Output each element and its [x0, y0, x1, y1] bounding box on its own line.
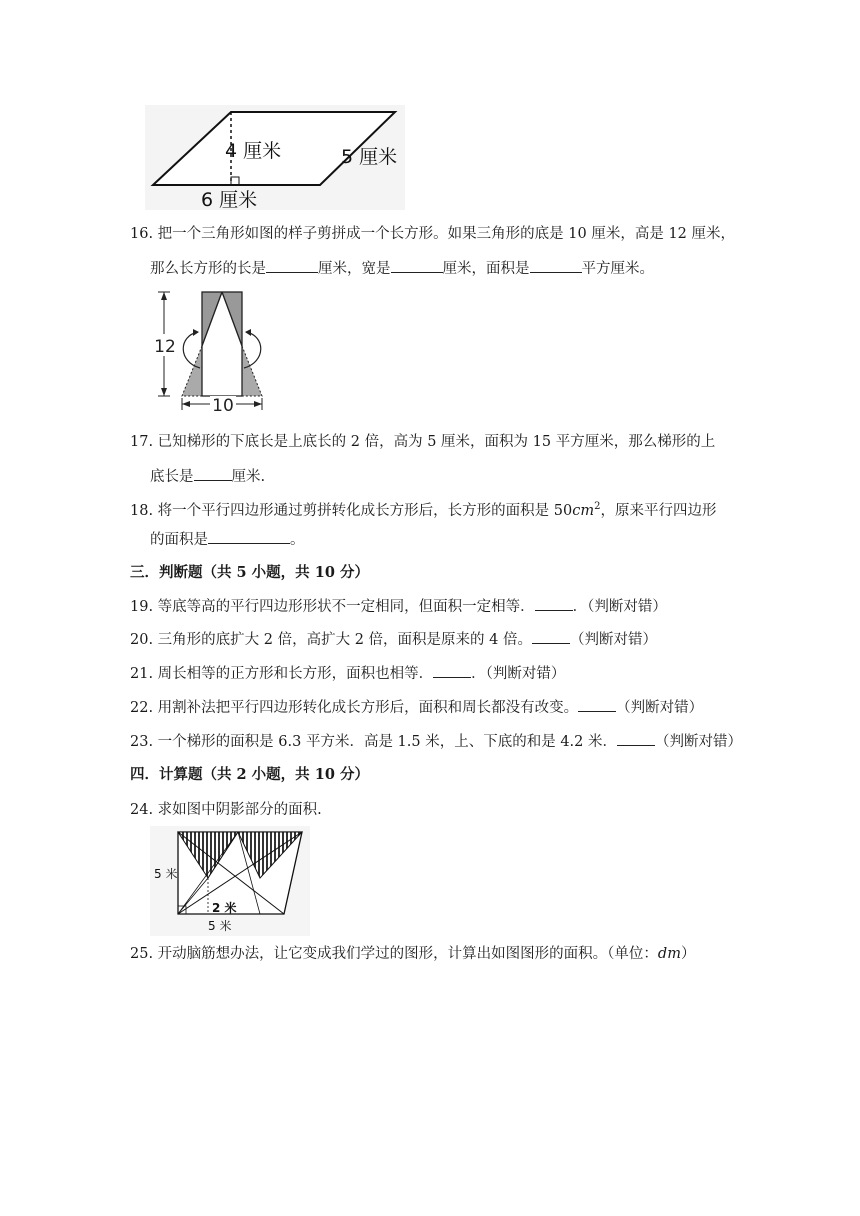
- question-19: 19. 等底等高的平行四边形形状不一定相同，但面积一定相等． ．（判断对错）: [130, 596, 667, 617]
- question-24: 24. 求如图中阴影部分的面积.: [130, 802, 322, 818]
- base-label: 6 厘米: [201, 189, 258, 210]
- question-16-line-1: 16. 把一个三角形如图的样子剪拼成一个长方形。如果三角形的底是 10 厘米，高是 12 厘米，: [130, 226, 736, 242]
- triangle-rectangle-figure: [150, 288, 275, 414]
- question-16-line-2: 那么长方形的长是 厘米，宽是 厘米，面积是 平方厘米。: [150, 258, 654, 279]
- question-22: 22. 用割补法把平行四边形转化成长方形后，面积和周长都没有改变。 （判断对错）: [130, 697, 703, 718]
- question-18-line-2: 的面积是 。: [150, 529, 305, 550]
- question-17-line-1: 17. 已知梯形的下底长是上底长的 2 倍，高为 5 厘米，面积为 15 平方厘米，那么梯形的上: [130, 434, 716, 450]
- shaded-area-figure: [150, 826, 310, 936]
- height-label: 12: [154, 337, 176, 357]
- answer-blank[interactable]: [266, 258, 318, 273]
- side-label: 5 厘米: [341, 146, 398, 168]
- parallelogram-figure: [145, 105, 405, 210]
- question-21: 21. 周长相等的正方形和长方形，面积也相等． ．（判断对错）: [130, 663, 565, 684]
- answer-blank[interactable]: [535, 596, 573, 611]
- height-label: 4 厘米: [225, 140, 282, 162]
- answer-blank[interactable]: [617, 731, 655, 746]
- base-label: 10: [212, 396, 234, 414]
- section-4-heading: 四．计算题（共 2 小题，共 10 分）: [130, 766, 369, 783]
- question-25: 25. 开动脑筋想办法，让它变成我们学过的图形，计算出如图图形的面积。（单位：dm）: [130, 946, 696, 962]
- middle-label: 2 米: [212, 901, 237, 915]
- base-label: 5 米: [208, 919, 232, 933]
- answer-blank[interactable]: [208, 529, 290, 544]
- answer-blank[interactable]: [433, 663, 471, 678]
- question-17-line-2: 底长是 厘米.: [150, 466, 265, 487]
- question-18-line-1: 18. 将一个平行四边形通过剪拼转化成长方形后，长方形的面积是 $50cm^2$，原来平行四边形: [130, 501, 717, 519]
- answer-blank[interactable]: [530, 258, 582, 273]
- side-label: 5 米: [154, 867, 178, 881]
- answer-blank[interactable]: [391, 258, 443, 273]
- answer-blank[interactable]: [532, 629, 570, 644]
- answer-blank[interactable]: [578, 697, 616, 712]
- question-23: 23. 一个梯形的面积是 6.3 平方米．高是 1.5 米，上、下底的和是 4.2 米． （判断对错）: [130, 731, 742, 752]
- section-3-heading: 三．判断题（共 5 小题，共 10 分）: [130, 564, 369, 581]
- answer-blank[interactable]: [194, 466, 232, 481]
- question-20: 20. 三角形的底扩大 2 倍，高扩大 2 倍，面积是原来的 4 倍。 （判断对错）: [130, 629, 657, 650]
